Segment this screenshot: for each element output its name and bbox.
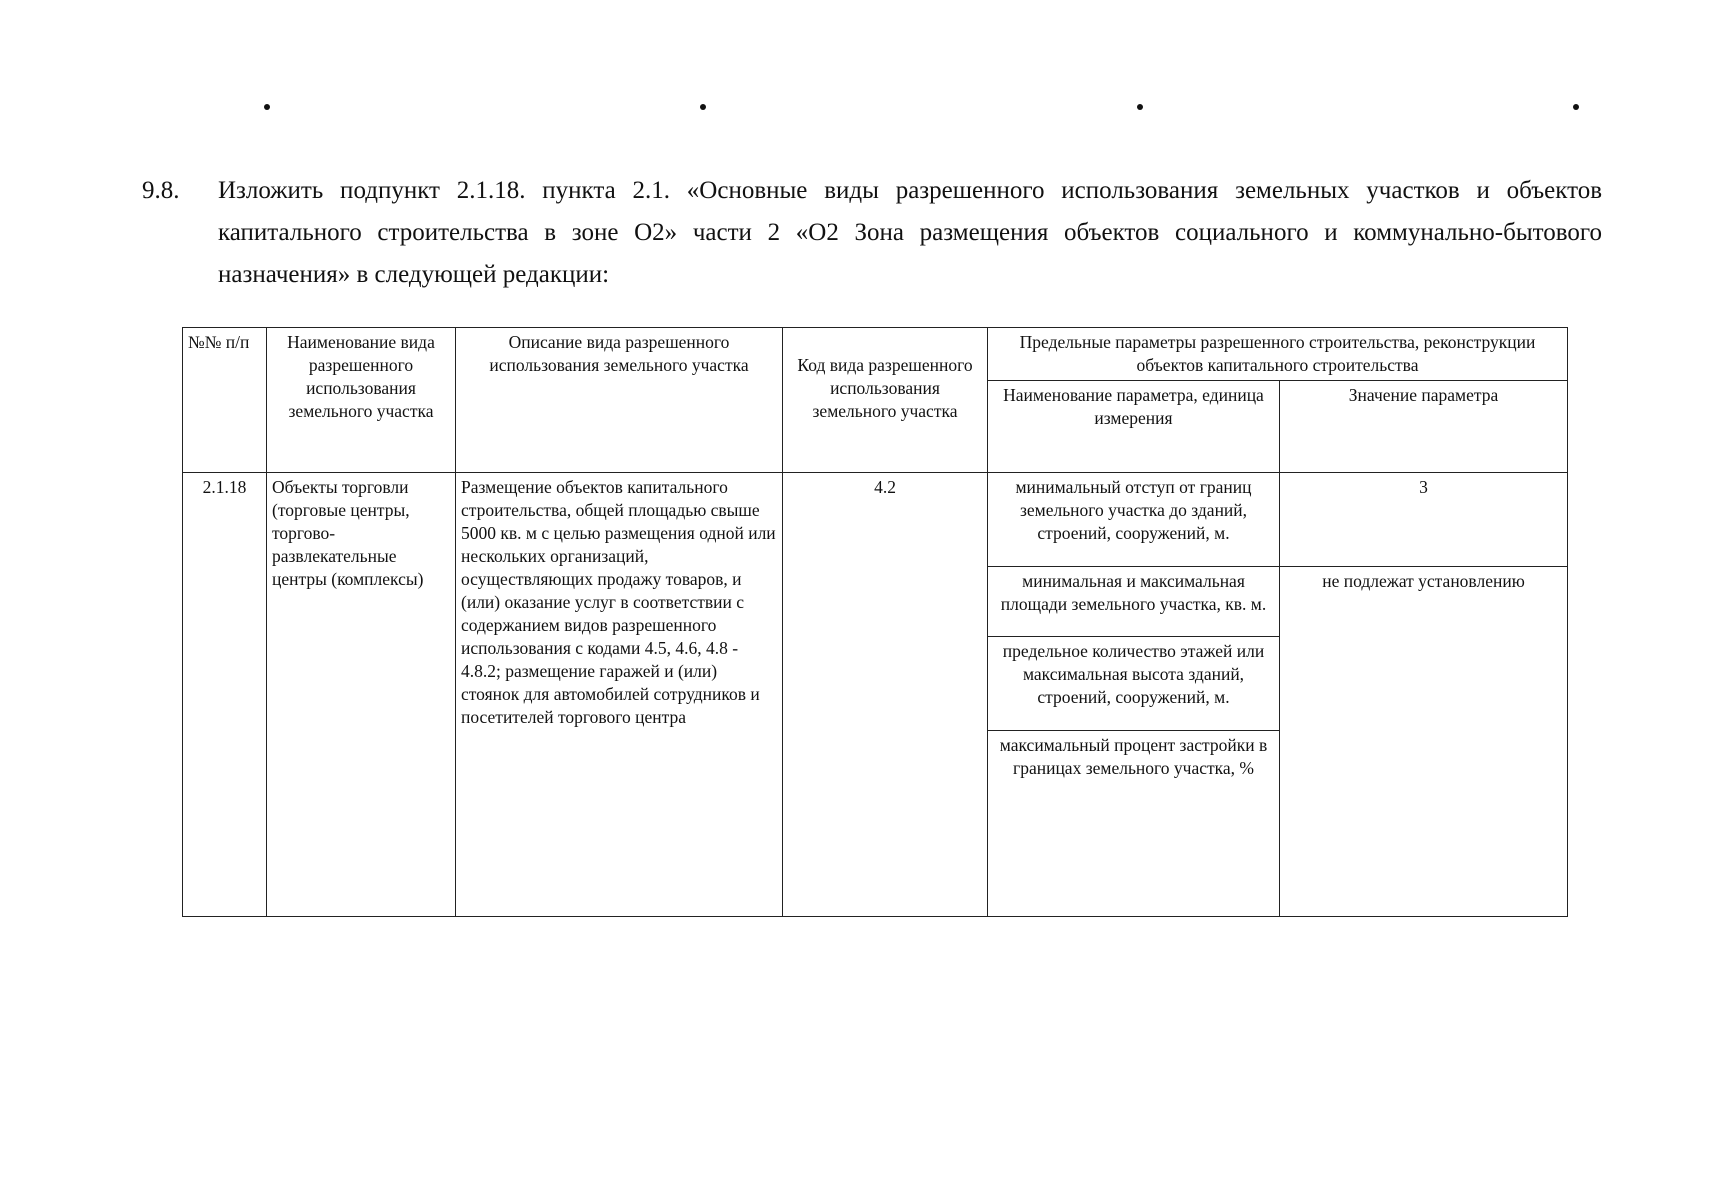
param-value-2: не подлежат установлению bbox=[1280, 567, 1568, 917]
header-name: Наименование вида разрешенного использования земельного участка bbox=[267, 328, 456, 473]
header-num: №№ п/п bbox=[183, 328, 267, 473]
row-name: Объекты торговли (торговые центры, торгово-развлекательные центры (комплексы) bbox=[267, 473, 456, 917]
param-name-3: предельное количество этажей или максимальная высота зданий, строений, сооружений, м. bbox=[988, 637, 1280, 731]
header-param-value: Значение параметра bbox=[1280, 381, 1568, 473]
bullet-dot bbox=[700, 104, 706, 110]
table-row bbox=[183, 473, 1568, 567]
row-description: Размещение объектов капитального строительства, общей площадью свыше 5000 кв. м с целью размещения одной или нескольких организаций, осуществляющих продажу товаров, и (или) оказание услуг в соответствии с содержанием видов разрешенного использования с кодами 4.5, 4.6, 4.8 - 4.8.2; размещение гаражей и (или) стоянок для автомобилей сотрудников и посетителей торгового центра bbox=[456, 473, 783, 917]
param-name-1: минимальный отступ от границ земельного участка до зданий, строений, сооружений, м. bbox=[988, 473, 1280, 567]
parameters-table bbox=[182, 327, 1568, 917]
header-row bbox=[183, 328, 1568, 381]
param-value-1: 3 bbox=[1280, 473, 1568, 567]
bullet-dot bbox=[1137, 104, 1143, 110]
header-param-name: Наименование параметра, единица измерения bbox=[988, 381, 1280, 473]
param-name-4: максимальный процент застройки в границах земельного участка, % bbox=[988, 731, 1280, 917]
header-limits: Предельные параметры разрешенного строительства, реконструкции объектов капитального строительства bbox=[988, 328, 1568, 381]
item-text: Изложить подпункт 2.1.18. пункта 2.1. «Основные виды разрешенного использования земельных участков и объектов капитального строительства в зоне О2» части 2 «О2 Зона размещения объектов социального и коммунально-бытового назначения» в следующей редакции: bbox=[218, 177, 1602, 288]
row-num: 2.1.18 bbox=[183, 473, 267, 917]
param-name-2: минимальная и максимальная площади земельного участка, кв. м. bbox=[988, 567, 1280, 637]
item-number: 9.8. bbox=[142, 177, 180, 204]
bullet-dot bbox=[1573, 104, 1579, 110]
bullet-dot bbox=[264, 104, 270, 110]
header-description: Описание вида разрешенного использования земельного участка bbox=[456, 328, 783, 473]
row-code: 4.2 bbox=[783, 473, 988, 917]
header-code: Код вида разрешенного использования земельного участка bbox=[783, 328, 988, 473]
